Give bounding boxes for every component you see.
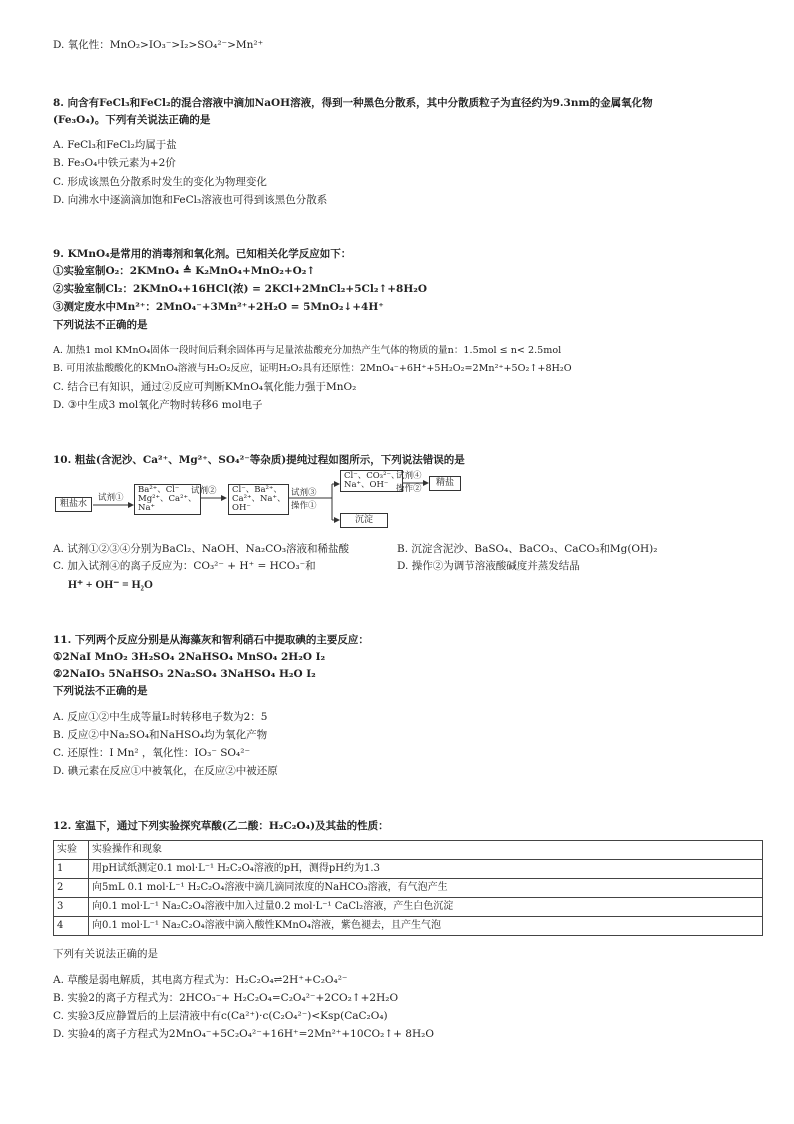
table-cell-number: 3 xyxy=(54,898,89,917)
q8-stem-line1: 8. 向含有FeCl₃和FeCl₂的混合溶液中滴加NaOH溶液，得到一种黑色分散系，其中分散质粒子为直径约为9.3nm的金属氧化物 xyxy=(53,97,653,109)
flow-reagent-1: 试剂① xyxy=(98,493,124,503)
table-row xyxy=(54,898,763,917)
q10-option-c: C. 加入试剂④的离子反应为：CO₃²⁻ + H⁺ = HCO₃⁻和 xyxy=(53,560,316,572)
q11-reaction-2: ②2NaIO₃ 5NaHSO₃ 2Na₂SO₄ 3NaHSO₄ H₂O I₂ xyxy=(53,668,316,680)
q9-option-c: C. 结合已有知识，通过②反应可判断KMnO₄氧化能力强于MnO₂ xyxy=(53,381,357,393)
q9-option-a: A. 加热1 mol KMnO₄固体一段时间后剩余固体再与足量浓盐酸充分加热产生气体的物质的量n：1.5mol ≤ n< 2.5mol xyxy=(53,345,562,356)
q11-option-c: C. 还原性：I Mn² ，氧化性：IO₃⁻ SO₄²⁻ xyxy=(53,747,250,759)
flow-reagent-2: 试剂② xyxy=(191,486,217,496)
q12-option-a: A. 草酸是弱电解质，其电离方程式为：H₂C₂O₄⇌2H⁺+C₂O₄²⁻ xyxy=(53,974,348,986)
flow-box-2-line3: OH⁻ xyxy=(232,503,251,513)
q9-stem: 9. KMnO₄是常用的消毒剂和氧化剂。已知相关化学反应如下： xyxy=(53,248,352,260)
q11-ask: 下列说法不正确的是 xyxy=(53,685,148,697)
q9-option-d: D. ③中生成3 mol氧化产物时转移6 mol电子 xyxy=(53,399,263,411)
q8-option-a: A. FeCl₃和FeCl₂均属于盐 xyxy=(53,139,177,151)
table-cell-procedure: 向0.1 mol·L⁻¹ Na₂C₂O₄溶液中加入过量0.2 mol·L⁻¹ CaCl₂溶液，产生白色沉淀 xyxy=(89,898,763,917)
q10-option-d: D. 操作②为调节溶液酸碱度并蒸发结晶 xyxy=(397,560,580,572)
table-cell-procedure: 向5mL 0.1 mol·L⁻¹ H₂C₂O₄溶液中滴几滴同浓度的NaHCO₃溶液，有气泡产生 xyxy=(89,879,763,898)
q12-ask: 下列有关说法正确的是 xyxy=(53,948,158,960)
flow-box-1-line1: Ba²⁺、Cl⁻ xyxy=(138,485,180,495)
flow-operation-2: 操作② xyxy=(396,484,422,494)
table-cell-number: 4 xyxy=(54,917,89,936)
flow-reagent-3: 试剂③ xyxy=(291,488,317,498)
q11-option-a: A. 反应①②中生成等量I₂时转移电子数为2：5 xyxy=(53,711,268,723)
q9-reaction-2: ②实验室制Cl₂：2KMnO₄+16HCl(浓) = 2KCl+2MnCl₂+5Cl₂↑+8H₂O xyxy=(53,283,428,295)
q9-option-b: B. 可用浓盐酸酸化的KMnO₄溶液与H₂O₂反应，证明H₂O₂具有还原性：2MnO₄⁻+6H⁺+5H₂O₂=2Mn²⁺+5O₂↑+8H₂O xyxy=(53,363,572,374)
table-cell-number: 1 xyxy=(54,860,89,879)
flow-box-2-line1: Cl⁻、Ba²⁺、 xyxy=(232,485,282,495)
q12-option-b: B. 实验2的离子方程式为：2HCO₃⁻+ H₂C₂O₄=C₂O₄²⁻+2CO₂↑+2H₂O xyxy=(53,992,399,1004)
table-cell-procedure: 用pH试纸测定0.1 mol·L⁻¹ H₂C₂O₄溶液的pH，测得pH约为1.3 xyxy=(89,860,763,879)
q9-reaction-1: ①实验室制O₂：2KMnO₄ ≜ K₂MnO₄+MnO₂+O₂↑ xyxy=(53,265,316,277)
flow-product-box: 精盐 xyxy=(429,476,461,491)
flow-box-1-line2: Mg²⁺、Ca²⁺、 xyxy=(138,494,197,504)
flow-start-box: 粗盐水 xyxy=(55,497,92,512)
q10-option-a: A. 试剂①②③④分别为BaCl₂、NaOH、Na₂CO₃溶液和稀盐酸 xyxy=(53,543,350,555)
q7-option-d: D. 氧化性：MnO₂>IO₃⁻>I₂>SO₄²⁻>Mn²⁺ xyxy=(53,39,264,51)
flow-operation-1: 操作① xyxy=(291,501,317,511)
table-header-procedure: 实验操作和现象 xyxy=(89,841,763,860)
q10-option-b: B. 沉淀含泥沙、BaSO₄、BaCO₃、CaCO₃和Mg(OH)₂ xyxy=(397,543,658,555)
q11-reaction-1: ①2NaI MnO₂ 3H₂SO₄ 2NaHSO₄ MnSO₄ 2H₂O I₂ xyxy=(53,651,326,663)
q8-stem-line2: (Fe₃O₄)。下列有关说法正确的是 xyxy=(53,114,211,126)
table-cell-procedure: 向0.1 mol·L⁻¹ Na₂C₂O₄溶液中滴入酸性KMnO₄溶液，紫色褪去，且产生气泡 xyxy=(89,917,763,936)
q12-option-c: C. 实验3反应静置后的上层清液中有c(Ca²⁺)·c(C₂O₄²⁻)<Ksp(CaC₂O₄) xyxy=(53,1010,388,1022)
q8-option-d: D. 向沸水中逐滴滴加饱和FeCl₃溶液也可得到该黑色分散系 xyxy=(53,194,328,206)
q9-reaction-3: ③测定废水中Mn²⁺：2MnO₄⁻+3Mn²⁺+2H₂O = 5MnO₂↓+4H⁺ xyxy=(53,301,384,313)
flow-box-3-line2: Na⁺、OH⁻ xyxy=(344,480,389,490)
flow-reagent-4: 试剂④ xyxy=(396,471,422,481)
q12-stem: 12. 室温下，通过下列实验探究草酸(乙二酸：H₂C₂O₄)及其盐的性质： xyxy=(53,820,389,832)
flow-box-1-line3: Na⁺ xyxy=(138,503,155,513)
q11-option-d: D. 碘元素在反应①中被氧化，在反应②中被还原 xyxy=(53,765,278,777)
q12-experiment-table xyxy=(53,840,763,936)
table-cell-number: 2 xyxy=(54,879,89,898)
flow-box-2-line2: Ca²⁺、Na⁺、 xyxy=(232,494,286,504)
table-row xyxy=(54,917,763,936)
q10-stem: 10. 粗盐(含泥沙、Ca²⁺、Mg²⁺、SO₄²⁻等杂质)提纯过程如图所示，下列说法错误的是 xyxy=(53,454,465,466)
q11-stem: 11. 下列两个反应分别是从海藻灰和智利硝石中提取碘的主要反应： xyxy=(53,634,369,646)
q9-ask: 下列说法不正确的是 xyxy=(53,319,148,331)
flow-arrows xyxy=(0,0,794,540)
table-header-experiment: 实验 xyxy=(54,841,89,860)
table-row xyxy=(54,860,763,879)
flow-box-2 xyxy=(228,484,289,515)
flow-box-3-line1: Cl⁻、CO₃²⁻、 xyxy=(344,471,400,481)
q8-option-c: C. 形成该黑色分散系时发生的变化为物理变化 xyxy=(53,176,267,188)
q11-option-b: B. 反应②中Na₂SO₄和NaHSO₄均为氧化产物 xyxy=(53,729,268,741)
table-header-row xyxy=(54,841,763,860)
q10-option-c-continued: H⁺ + OH⁻ = H₂O xyxy=(68,579,153,591)
flow-precipitate-box: 沉淀 xyxy=(340,513,388,528)
table-row xyxy=(54,879,763,898)
flow-box-3 xyxy=(340,470,403,492)
q8-option-b: B. Fe₃O₄中铁元素为+2价 xyxy=(53,157,176,169)
q12-option-d: D. 实验4的离子方程式为2MnO₄⁻+5C₂O₄²⁻+16H⁺=2Mn²⁺+10CO₂↑+ 8H₂O xyxy=(53,1028,434,1040)
